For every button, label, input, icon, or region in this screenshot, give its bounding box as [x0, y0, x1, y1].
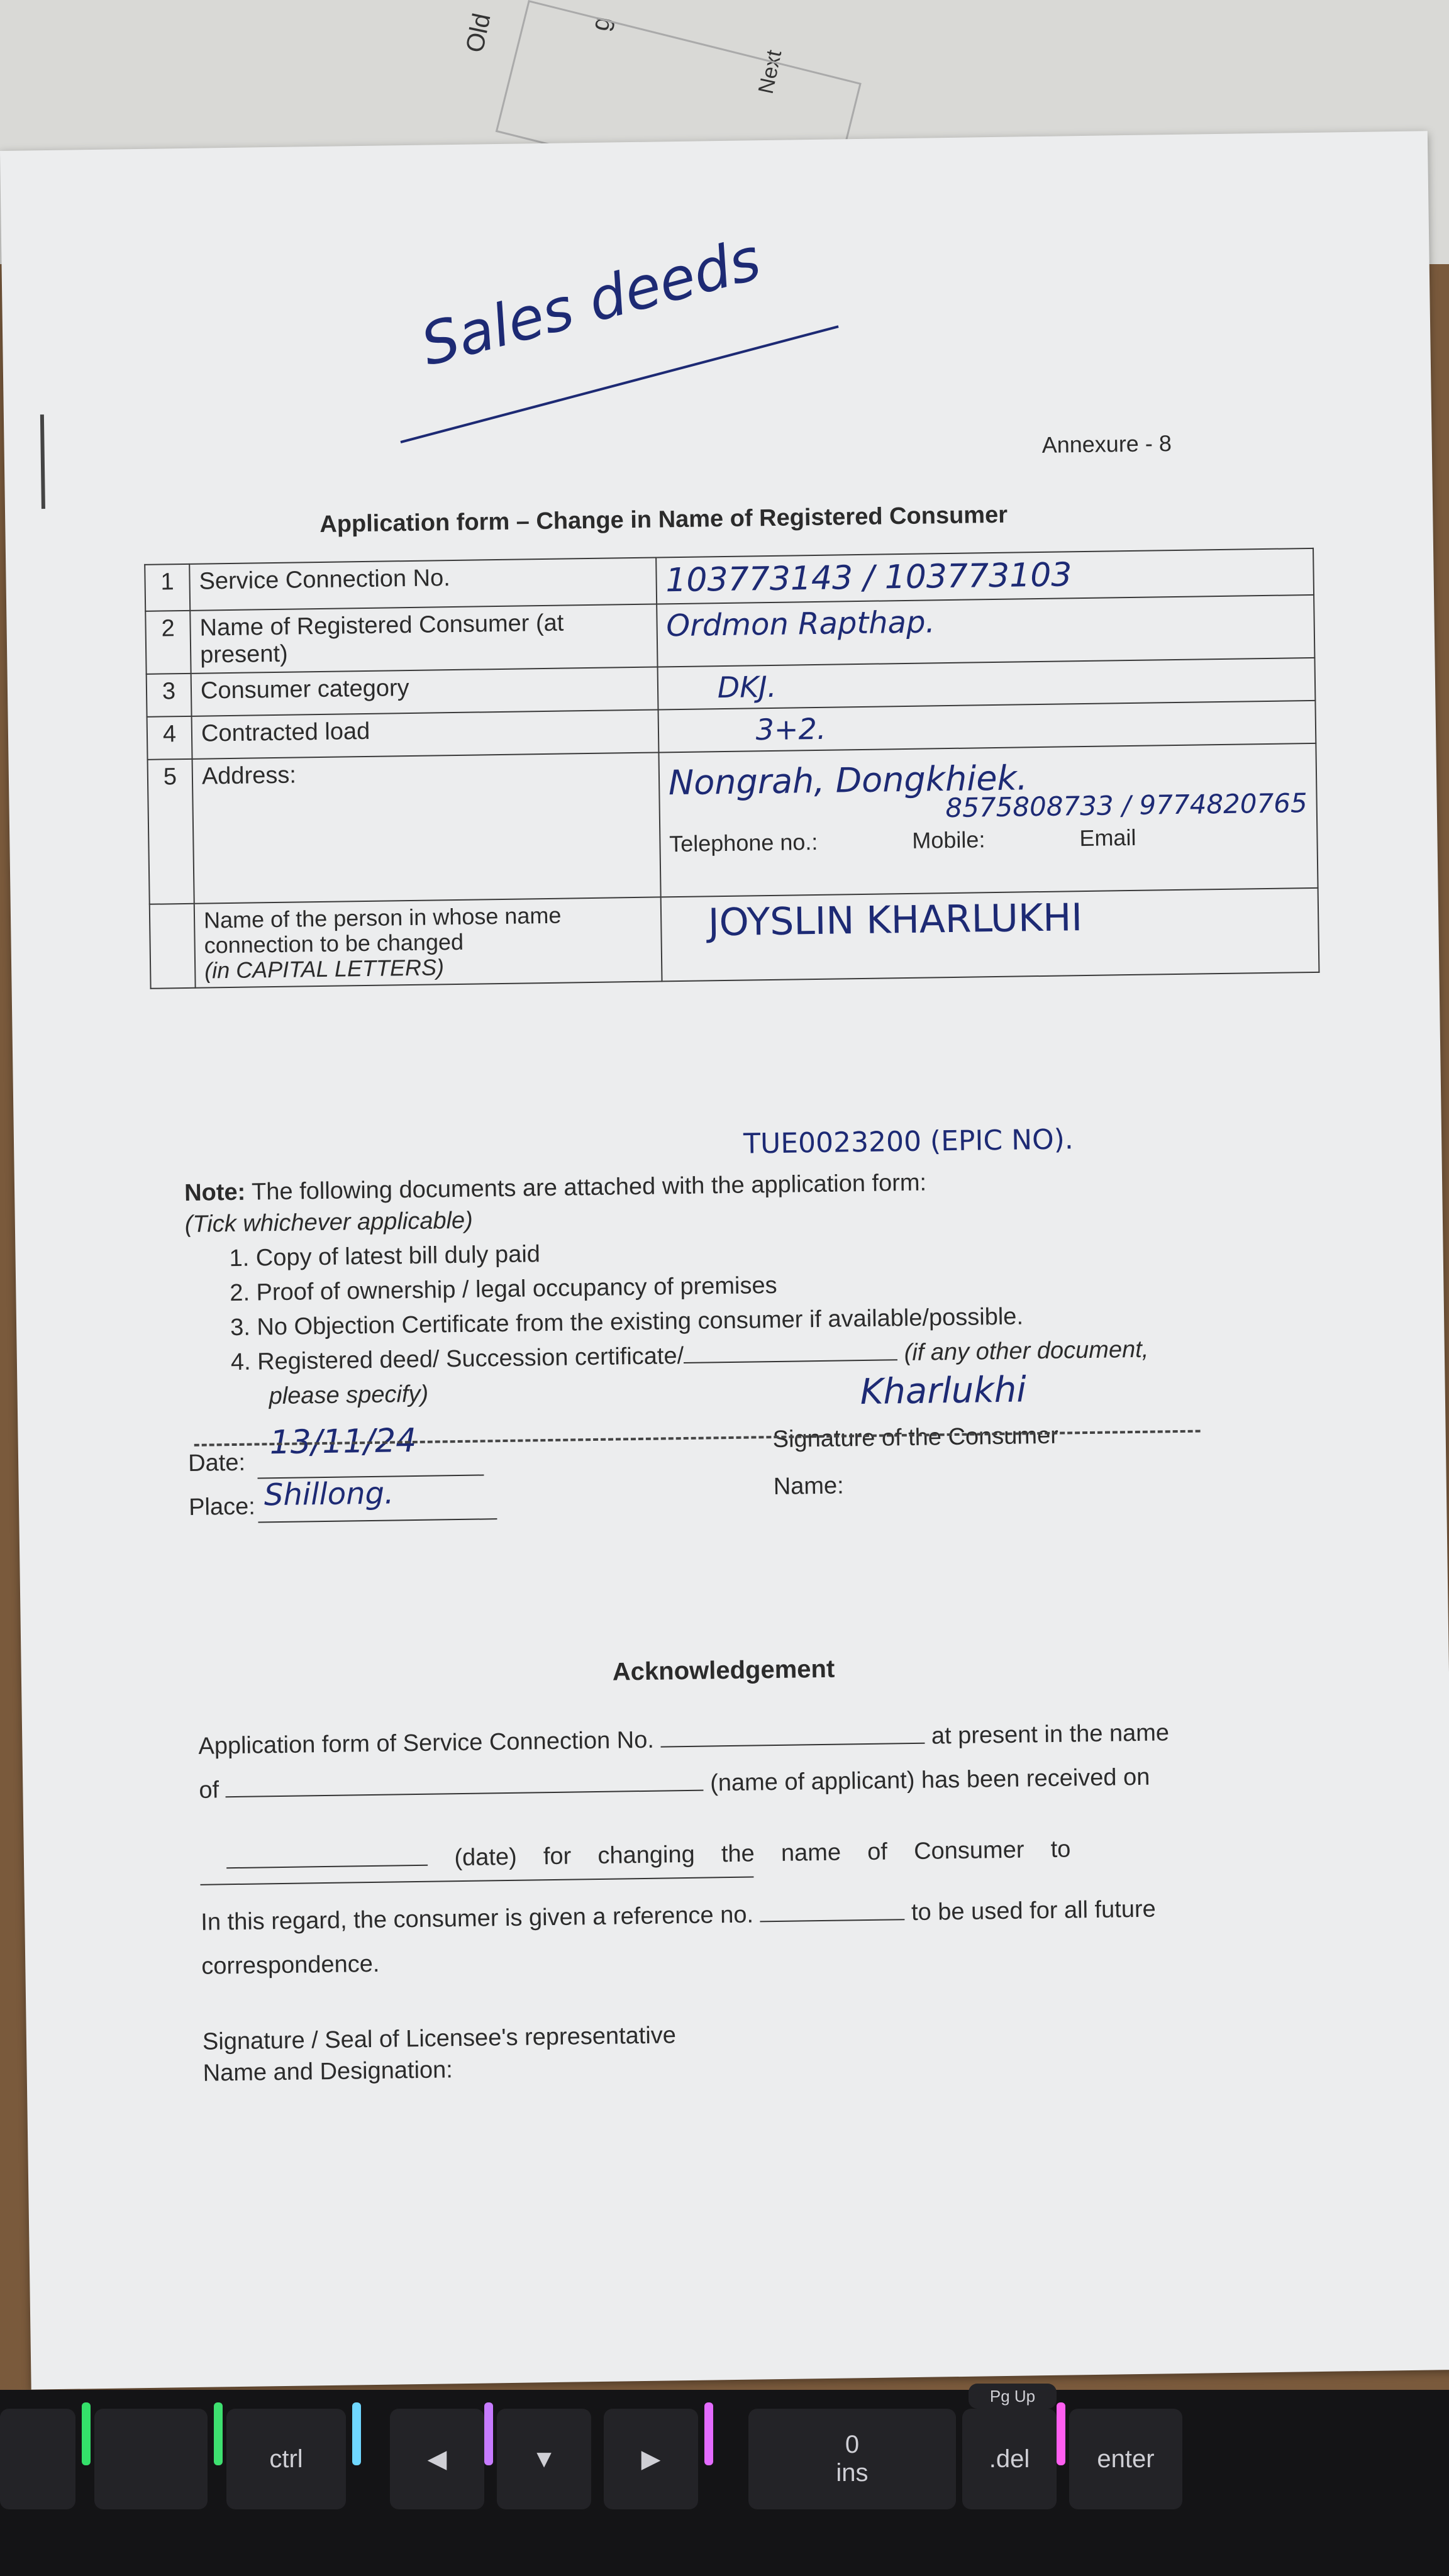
ack-line5-text: In this regard, the consumer is given a reference no. — [201, 1901, 754, 1936]
note-text: The following documents are attached with the application form: — [245, 1169, 927, 1206]
place-label: Place: — [188, 1493, 256, 1521]
date-value[interactable]: 13/11/24 — [269, 1421, 417, 1462]
form-title: Application form – Change in Name of Registered Consumer — [319, 501, 1008, 538]
document-item-4-tail: (if any other document, — [904, 1336, 1149, 1367]
tab-old: Old — [460, 11, 496, 55]
ack-line1-tail: at present in the name — [931, 1719, 1170, 1750]
tab-g: g — [586, 13, 616, 33]
ack-reference-blank[interactable] — [760, 1919, 905, 1922]
ack-line3-text: (date) for changing the name of Consumer to — [454, 1836, 1071, 1872]
row-number: 2 — [145, 611, 191, 674]
row-label: Address: — [192, 752, 661, 903]
document-item-4-text: 4. Registered deed/ Succession certificate/ — [230, 1343, 684, 1376]
address-value: Nongrah, Dongkhiek. — [668, 758, 1028, 803]
key-down-arrow[interactable]: ▼ — [497, 2409, 591, 2509]
contracted-load-value: 3+2. — [755, 711, 826, 747]
ack-applicant-blank[interactable] — [226, 1790, 704, 1798]
ack-line2-tail: (name of applicant) has been received on — [709, 1763, 1150, 1797]
consumer-category-value: DKJ. — [717, 669, 777, 705]
ack-line2-text: of — [199, 1777, 219, 1804]
date-label: Date: — [187, 1449, 246, 1477]
epic-number: TUE0023200 (EPIC NO). — [743, 1123, 1074, 1160]
key-left-arrow[interactable]: ◀ — [390, 2409, 484, 2509]
person-label-line1: Name of the person in whose name — [203, 902, 562, 933]
phone-numbers-value: 8575808733 / 9774820765 — [945, 787, 1308, 824]
tab-next: Next — [753, 48, 787, 96]
row-label: Consumer category — [191, 667, 658, 716]
note-sub: (Tick whichever applicable) — [184, 1207, 474, 1238]
ack-date-blank[interactable] — [226, 1865, 428, 1868]
licensee-signature-label: Signature / Seal of Licensee's representative — [202, 2022, 677, 2055]
key-glow — [1057, 2402, 1065, 2465]
document-item-2[interactable]: 2. Proof of ownership / legal occupancy of premises — [230, 1272, 777, 1307]
ack-line6: correspondence. — [201, 1950, 380, 1980]
ack-line5 — [201, 1896, 1156, 1936]
email-label: Email — [1079, 824, 1136, 852]
place-value[interactable]: Shillong. — [264, 1475, 394, 1513]
margin-mark — [40, 414, 45, 509]
handwritten-header: Sales deeds — [414, 225, 768, 379]
person-label-line2: connection to be changed — [204, 928, 464, 958]
key-ins-zero: 0 — [845, 2431, 860, 2458]
table-row — [148, 743, 1318, 904]
key-glow — [352, 2402, 361, 2465]
key-blank-left[interactable] — [0, 2409, 75, 2509]
key-glow — [484, 2402, 493, 2465]
consumer-signature: Kharlukhi — [860, 1369, 1027, 1413]
new-name-value: JOYSLIN KHARLUKHI — [708, 896, 1083, 945]
key-glow — [214, 2402, 223, 2465]
row-label — [194, 897, 662, 987]
note-bold: Note: — [184, 1179, 246, 1207]
key-del[interactable]: .del — [962, 2409, 1057, 2509]
row-value[interactable] — [660, 888, 1319, 982]
key-glow — [704, 2402, 713, 2465]
ack-line3 — [199, 1809, 1071, 1902]
signature-label: Signature of the Consumer — [772, 1422, 1059, 1453]
application-form-sheet — [0, 131, 1449, 2389]
ack-line2 — [199, 1764, 1150, 1804]
document-item-4-tail2: please specify) — [269, 1380, 429, 1410]
row-number: 5 — [148, 759, 194, 904]
row-label: Service Connection No. — [189, 558, 657, 611]
service-connection-value: 103773143 / 103773103 — [665, 556, 1072, 600]
row-number: 4 — [147, 716, 192, 760]
row-label: Contracted load — [192, 709, 659, 758]
key-right-arrow[interactable]: ▶ — [604, 2409, 698, 2509]
place-blank — [258, 1518, 497, 1523]
row-number: 1 — [145, 564, 190, 611]
form-table — [144, 548, 1319, 989]
mobile-label: Mobile: — [912, 826, 985, 853]
other-document-blank[interactable] — [684, 1359, 897, 1363]
name-designation-label: Name and Designation: — [203, 2057, 453, 2087]
key-glow — [82, 2402, 91, 2465]
document-item-3[interactable]: 3. No Objection Certificate from the existing consumer if available/possible. — [230, 1303, 1024, 1341]
row-value[interactable] — [658, 743, 1318, 897]
key-win[interactable] — [94, 2409, 208, 2509]
key-ctrl[interactable]: ctrl — [226, 2409, 346, 2509]
registered-consumer-value: Ordmon Rapthap. — [665, 604, 936, 644]
person-label-line3: (in CAPITAL LETTERS) — [204, 954, 445, 984]
ack-line5-tail: to be used for all future — [911, 1896, 1157, 1926]
row-value[interactable] — [657, 595, 1315, 667]
telephone-label: Telephone no.: — [669, 828, 818, 857]
ack-title: Acknowledgement — [612, 1655, 835, 1686]
ack-line1-text: Application form of Service Connection No. — [198, 1726, 655, 1760]
key-ins[interactable] — [748, 2409, 956, 2509]
table-row — [150, 888, 1319, 989]
key-ins-label: ins — [836, 2459, 869, 2487]
key-enter[interactable]: enter — [1069, 2409, 1182, 2509]
row-label: Name of Registered Consumer (at present) — [190, 604, 657, 673]
name-label: Name: — [773, 1472, 844, 1501]
annexure-label: Annexure - 8 — [1041, 430, 1172, 458]
row-number — [150, 904, 196, 989]
ack-service-no-blank[interactable] — [661, 1743, 925, 1748]
document-item-1[interactable]: 1. Copy of latest bill duly paid — [229, 1241, 541, 1272]
key-pgup[interactable]: Pg Up — [969, 2384, 1057, 2409]
note-line — [184, 1170, 927, 1207]
ack-line1 — [198, 1719, 1169, 1760]
row-number: 3 — [147, 674, 192, 717]
